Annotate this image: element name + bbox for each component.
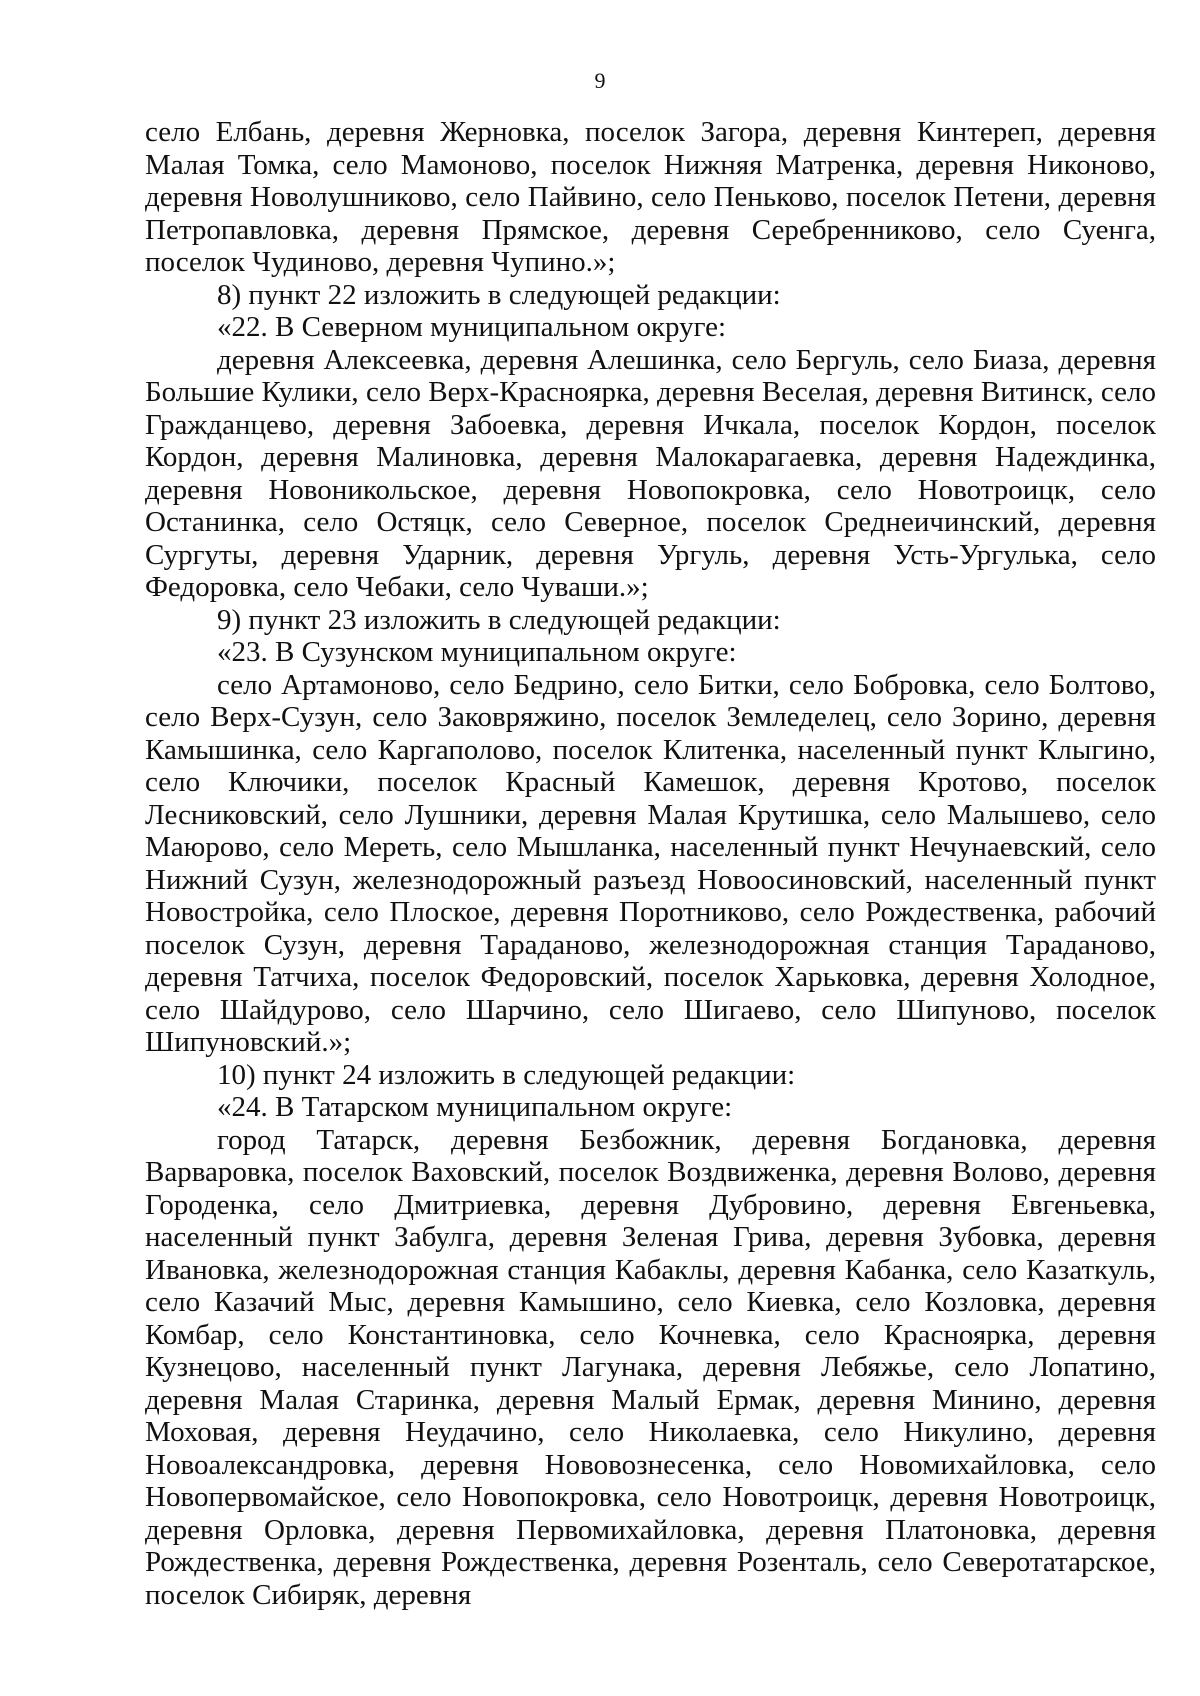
paragraph-item-10: 10) пункт 24 изложить в следующей редакции: xyxy=(217,1058,796,1091)
document-body xyxy=(145,116,1156,1611)
paragraph-point-24-list: город Татарск, деревня Безбожник, деревня Богдановка, деревня Варваровка, поселок Ваховский, поселок Воздвиженка, деревня Волово, деревня Городенка, село Дмитриевка, деревня Дубровино, деревня Евгеньевка, населенный пункт Забулга, деревня Зеленая Грива, деревня Зубовка, деревня Ивановка, железнодорожная станция Кабаклы, деревня Кабанка, село Казаткуль, село Казачий Мыс, деревня Камышино, село Киевка, село Козловка, деревня Комбар, село Константиновка, село Кочневка, село Красноярка, деревня Кузнецово, населенный пункт Лагунака, деревня Лебяжье, село Лопатино, деревня Малая Старинка, деревня Малый Ермак, деревня Минино, деревня Моховая, деревня Неудачино, село Николаевка, село Никулино, деревня Новоалександровка, деревня Нововознесенка, село Новомихайловка, село Новопервомайское, село Новопокровка, село Новотроицк, деревня Новотроицк, деревня Орловка, деревня Первомихайловка, деревня Платоновка, деревня Рождественка, деревня Рождественка, деревня Розенталь, село Северотатарское, поселок Сибиряк, деревня xyxy=(145,1123,1156,1611)
paragraph-point-24-heading: «24. В Татарском муниципальном округе: xyxy=(217,1091,733,1123)
paragraph-point-23-list: село Артамоново, село Бедрино, село Битки, село Бобровка, село Болтово, село Верх-Сузун, село Заковряжино, поселок Земледелец, село Зорино, деревня Камышинка, село Каргаполово, поселок Клитенка, населенный пункт Клыгино, село Ключики, поселок Красный Камешок, деревня Кротово, поселок Лесниковский, село Лушники, деревня Малая Крутишка, село Малышево, село Маюрово, село Мереть, село Мышланка, населенный пункт Нечунаевский, село Нижний Сузун, железнодорожный разъезд Новоосиновский, населенный пункт Новостройка, село Плоское, деревня Поротниково, село Рождественка, рабочий поселок Сузун, деревня Тараданово, железнодорожная станция Тараданово, деревня Татчиха, поселок Федоровский, поселок Харьковка, деревня Холодное, село Шайдурово, село Шарчино, село Шигаево, село Шипуново, поселок Шипуновский.»; xyxy=(145,668,1156,1058)
paragraph-continued-list: село Елбань, деревня Жерновка, поселок Загора, деревня Кинтереп, деревня Малая Томка, село Мамоново, поселок Нижняя Матренка, деревня Никоново, деревня Новолушниково, село Пайвино, село Пеньково, поселок Петени, деревня Петропавловка, деревня Прямское, деревня Серебренниково, село Суенга, поселок Чудиново, деревня Чупино.»; xyxy=(145,116,1156,278)
paragraph-point-22-list: деревня Алексеевка, деревня Алешинка, село Бергуль, село Биаза, деревня Большие Кулики, село Верх-Красноярка, деревня Веселая, деревня Витинск, село Гражданцево, деревня Забоевка, деревня Ичкала, поселок Кордон, поселок Кордон, деревня Малиновка, деревня Малокарагаевка, деревня Надеждинка, деревня Новоникольское, деревня Новопокровка, село Новотроицк, село Останинка, село Остяцк, село Северное, поселок Среднеичинский, деревня Сургуты, деревня Ударник, деревня Ургуль, деревня Усть-Ургулька, село Федоровка, село Чебаки, село Чуваши.»; xyxy=(145,343,1156,603)
paragraph-item-8: 8) пункт 22 изложить в следующей редакции: xyxy=(217,278,781,311)
page-number: 9 xyxy=(594,68,606,93)
paragraph-point-23-heading: «23. В Сузунском муниципальном округе: xyxy=(217,636,737,668)
paragraph-item-9: 9) пункт 23 изложить в следующей редакции: xyxy=(217,603,781,636)
paragraph-point-22-heading: «22. В Северном муниципальном округе: xyxy=(217,311,727,343)
